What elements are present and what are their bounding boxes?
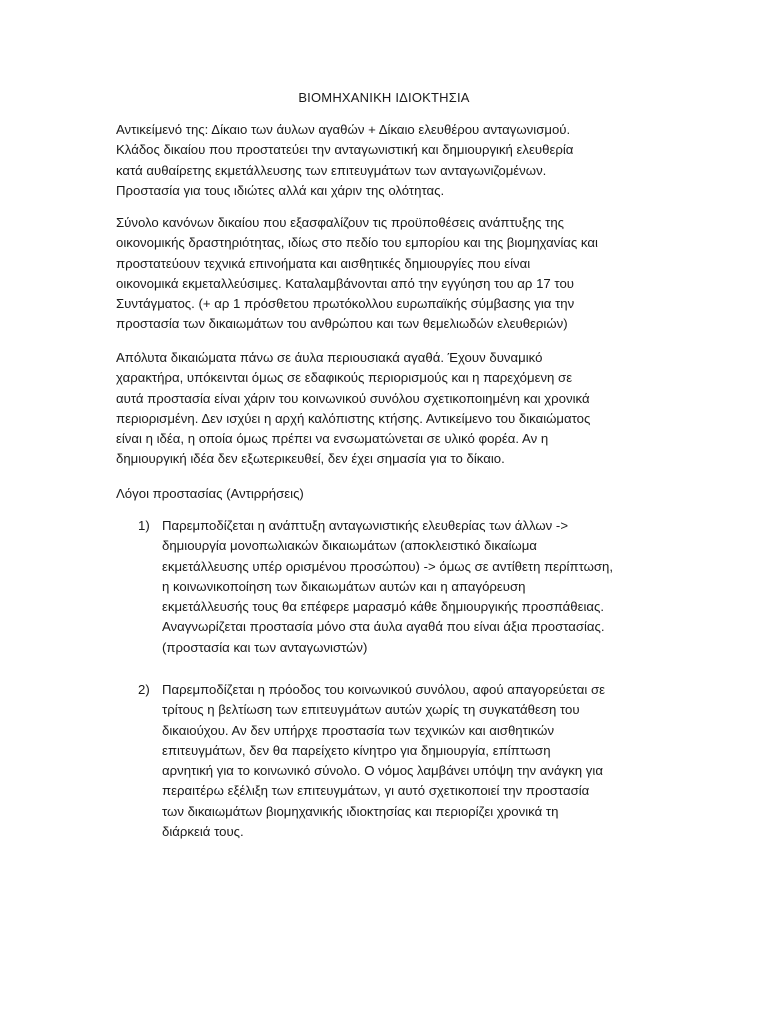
paragraph-object [116,120,661,201]
list-line: Αναγνωρίζεται προστασία μόνο στα άυλα αγαθά που είναι άξια προστασίας. [162,619,605,635]
paragraph-line: Προστασία για τους ιδιώτες αλλά και χάριν της ολότητας. [116,182,445,198]
list-line: αρνητική για το κοινωνικό σύνολο. Ο νόμος λαμβάνει υπόψη την ανάγκη για [162,763,603,779]
list-line: διάρκειά τους. [162,824,244,840]
paragraph-line: οικονομικά εκμεταλλεύσιμες. Καταλαμβάνονται από την εγγύηση του αρ 17 του [116,275,575,291]
list-line: η κοινωνικοποίηση των δικαιωμάτων αυτών και η απαγόρευση [162,578,526,594]
list-line: Παρεμποδίζεται η ανάπτυξη ανταγωνιστικής ελευθερίας των άλλων -> [162,518,569,533]
list-line: περαιτέρω εξέλιξη των επιτευγμάτων, γι αυτό σχετικοποιεί την προστασία [162,783,590,799]
paragraph-line: είναι η ιδέα, η οποία όμως πρέπει να ενσωματώνεται σε υλικό φορέα. Αν η [116,431,549,447]
paragraph-line: οικονομικής δραστηριότητας, ιδίως στο πεδίο του εμπορίου και της βιομηχανίας και [116,235,598,251]
list-line: εκμετάλλευσης υπέρ ορισμένου προσώπου) -> όμως σε αντίθετη περίπτωση, [162,558,614,574]
list-line: δικαιούχου. Αν δεν υπήρχε προστασία των τεχνικών και αισθητικών [162,722,555,738]
paragraph-line: περιορισμένη. Δεν ισχύει η αρχή καλόπιστης κτήσης. Αντικείμενο του δικαιώματος [116,410,591,426]
list-line: εκμετάλλευσής τους θα επέφερε μαρασμό κάθε δημιουργικής προσπάθειας. [162,599,605,615]
list-line: επιτευγμάτων, δεν θα παρείχετο κίνητρο για δημιουργία, επίπτωση [162,742,551,758]
paragraph-line: Αντικείμενό της: Δίκαιο των άυλων αγαθών + Δίκαιο ελευθέρου ανταγωνισμού. [116,122,571,137]
paragraph-line: Κλάδος δικαίου που προστατεύει την ανταγωνιστική και δημιουργική ελευθερία [116,142,574,158]
list-line: (προστασία και των ανταγωνιστών) [162,639,368,655]
paragraph-line: Απόλυτα δικαιώματα πάνω σε άυλα περιουσιακά αγαθά. Έχουν δυναμικό [116,350,543,365]
list-line: δημιουργία μονοπωλιακών δικαιωμάτων (αποκλειστικό δικαίωμα [162,538,537,554]
paragraph-line: προστατεύουν τεχνικά επινοήματα και αισθητικές δημιουργίες που είναι [116,255,531,271]
paragraph-line: αυτά προστασία είναι χάριν του κοινωνικού συνόλου σχετικοποιημένη και χρονικά [116,390,590,406]
paragraph-line: χαρακτήρα, υπόκεινται όμως σε εδαφικούς περιορισμούς και η παρεχόμενη σε [116,370,573,386]
paragraph-definition [116,213,661,335]
list-number: 2) [138,682,150,697]
paragraph-line: προστασία των δικαιωμάτων του ανθρώπου και των θεμελιωδών ελευθεριών) [116,316,568,332]
list-item-text [162,516,682,658]
paragraph-line: Λόγοι προστασίας (Αντιρρήσεις) [116,486,304,501]
paragraph-line: κατά αυθαίρετης εκμετάλλευσης των επιτευγμάτων των ανταγωνιζομένων. [116,162,547,178]
paragraph-absolute-rights [116,348,661,470]
paragraph-reasons-heading [116,484,661,504]
list-item-text [162,680,682,842]
paragraph-line: Συντάγματος. (+ αρ 1 πρόσθετου πρωτόκολλου ευρωπαϊκής σύμβασης για την [116,296,575,312]
list-number: 1) [138,518,150,533]
document-title: ΒΙΟΜΗΧΑΝΙΚΗ ΙΔΙΟΚΤΗΣΙΑ [298,90,470,105]
list-line: των δικαιωμάτων βιομηχανικής ιδιοκτησίας και περιορίζει χρονικά τη [162,803,559,819]
paragraph-line: δημιουργική ιδέα δεν εξωτερικευθεί, δεν έχει σημασία για το δίκαιο. [116,451,505,467]
list-line: Παρεμποδίζεται η πρόοδος του κοινωνικού συνόλου, αφού απαγορεύεται σε [162,682,606,697]
paragraph-line: Σύνολο κανόνων δικαίου που εξασφαλίζουν τις προϋποθέσεις ανάπτυξης της [116,215,565,230]
list-line: τρίτους η βελτίωση των επιτευγμάτων αυτών χωρίς τη συγκατάθεση του [162,702,580,718]
